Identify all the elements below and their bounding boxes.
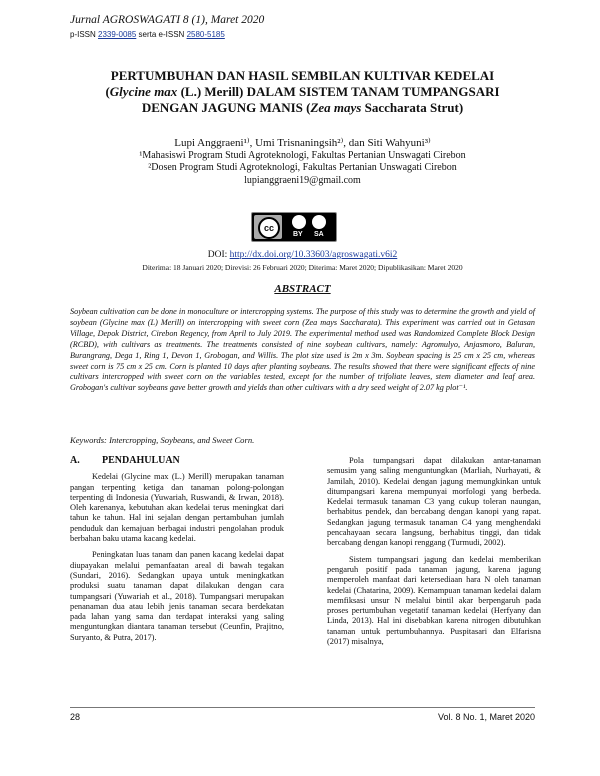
- author-email[interactable]: lupianggraeni19@gmail.com: [244, 174, 361, 186]
- page-number: 28: [70, 712, 81, 722]
- journal-header: Jurnal AGROSWAGATI 8 (1), Maret 2020: [70, 14, 265, 26]
- section-title: PENDAHULUAN: [102, 455, 180, 466]
- affiliation-1: ¹Mahasiswi Program Studi Agroteknologi, Fakultas Pertanian Unswagati Cirebon: [139, 149, 466, 161]
- title-species-1: Glycine max: [109, 84, 178, 99]
- section-heading: [70, 456, 284, 466]
- footer-divider: [70, 707, 535, 708]
- section-number: A.: [70, 455, 80, 466]
- abstract-text: Soybean cultivation can be done in monoculture or intercropping systems. The purpose of this study was to determine the growth and yield of soybean (Glycine max (L) Merill) on intercropping with sweet corn (Zea mays Saccharata). This experiment was carried out in Getasan Village, Depok District, Cirebon Regency, from April to July 2019. The experimental method used was Randomized Complete Block Design (RCBD), with cultivars as treatments. The treatments consisted of nine soybean cultivars, namely: Agromulyo, Anjasmoro, Baluran, Burangrang, Dega 1, Ring 1, Devon 1, Grobogan, and Willis. The plot size used is 2m x 3m. Soybean spacing is 25 cm x 25 cm, whereas sweet corn is 75 cm x 25 cm. Corn is planted 10 days after planting soybeans. The results showed that there were significant effects of nine cultivars intercropped with sweet corn on the variables tested, except for the number of trifoliate leaves, stem diameter and leaf area. Grobogan's cultivar soybeans gave better growth and yields than other cultivars with a dry seed weight of 2.07 kg plot⁻¹.: [70, 307, 535, 393]
- left-paragraph-2: Peningkatan luas tanam dan panen kacang kedelai dapat diupayakan melalui pemanfaatan areal di bawah tegakan (Sundari, 2016). Sedangkan upaya untuk meningkatkan produksi suatu tanaman dapat dilakukan dengan cara tumpangsari (Yuwariah et al., 2018). Tumpangsari merupakan penanaman dua atau lebih jenis tanaman secara berdekatan pada lahan yang sama dan terdapat interaksi yang saling menguntungkan diantara tanaman tersebut (Ceunfin, Prajitno, Suryanto, & Putra, 2017).: [70, 550, 284, 642]
- cc-logo-panel: [254, 215, 282, 239]
- issn-prefix: p-ISSN: [70, 30, 96, 39]
- left-paragraph-1: Kedelai (Glycine max (L.) Merill) merupakan tanaman pangan terpenting ketiga dan tanaman polong-polongan terpenting di Indonesia (Yuwariah, Ruswandi, & Irwan, 2018). Oleh karenanya, kebutuhan akan kedelai terus meningkat dari tahun ke tahun. Hal ini sejalan dengan pertambuhan jumlah penduduk dan kemajuan berbagai industri pengolahan produk berbahan baku utama kacang kedelai.: [70, 472, 284, 544]
- abstract-heading: ABSTRACT: [274, 283, 331, 295]
- author-names: Lupi Anggraeni¹⁾, Umi Trisnaningsih²⁾, dan Siti Wahyuni³⁾: [174, 137, 431, 149]
- eissn-link[interactable]: 2580-5185: [186, 30, 225, 39]
- title-line-3: [75, 100, 530, 116]
- title-line-3-plain: DENGAN JAGUNG MANIS (: [141, 100, 311, 115]
- affiliation-2: ²Dosen Program Studi Agroteknologi, Fakultas Pertanian Unswagati Cirebon: [148, 162, 457, 173]
- title-line-3-rest: Saccharata Strut): [361, 100, 464, 115]
- cc-by-sa-license-badge[interactable]: [251, 212, 337, 242]
- right-paragraph-2: Sistem tumpangsari jagung dan kedelai memberikan pengaruh positif pada tanaman jagung, karena jagung memperoleh manfaat dari ketersediaan hara N oleh tanaman kedelai (Chatarina, 2009). Kemampuan tanaman kedelai dalam memfiksasi unsur N melalui bintil akar berpengaruh pada proses pertumbuhan vegetatif tanaman kedelai (Herfyany dan Linda, 2013). Hal ini disebabkan karena nitrogen dibutuhkan tanaman untuk pertumbuhannya. Puspitasari dan Elfarisna (2017) misalnya,: [327, 554, 541, 647]
- issn-line: [70, 30, 225, 39]
- title-paren: (: [105, 84, 110, 99]
- title-species-2: Zea mays: [310, 100, 362, 115]
- pissn-link[interactable]: 2339-0085: [98, 30, 137, 39]
- title-line-2-rest: (L.) Merill) DALAM SISTEM TANAM TUMPANGSARI: [177, 84, 500, 99]
- volume-info: Vol. 8 No. 1, Maret 2020: [437, 712, 535, 722]
- share-alike-icon: [312, 215, 326, 229]
- right-paragraph-1: Pola tumpangsari dapat dilakukan antar-tanaman semusim yang saling menguntungkan (Marliah, Nurhayati, & Jamilah, 2010). Kedelai dengan jagung memungkinkan untuk ditumpangsari karena mempunyai morfologi yang berbeda. Kedelai termasuk tanaman C3 yang cukup toleran naungan, berhabitus pendek, dan bercabang dengan kanopi yang rapat. Sedangkan jagung termasuk tanaman C4 yang menghendaki pencahayaan secara langsung, berhabitus tinggi, dan tidak bercabang dengan kanopi renggang (Turmudi, 2002).: [327, 456, 541, 548]
- attribution-icon: [292, 215, 306, 229]
- sa-label: SA: [314, 231, 324, 238]
- author-block: [70, 137, 535, 187]
- paper-title: [75, 68, 530, 116]
- issn-mid: serta e-ISSN: [138, 30, 185, 39]
- doi-label: DOI:: [207, 250, 228, 260]
- keywords: Keywords: Intercropping, Soybeans, and Sweet Corn.: [70, 435, 255, 445]
- submission-dates: Diterima: 18 Januari 2020; Direvisi: 26 Februari 2020; Diterima: Maret 2020; Dipublikasikan: Maret 2020: [142, 263, 463, 272]
- cc-logo-icon: cc: [258, 217, 280, 239]
- doi-link[interactable]: http://dx.doi.org/10.33603/agroswagati.v6i2: [229, 250, 398, 260]
- doi-line: [70, 250, 535, 260]
- by-label: BY: [293, 231, 303, 238]
- title-line-1: PERTUMBUHAN DAN HASIL SEMBILAN KULTIVAR KEDELAI: [110, 68, 495, 83]
- title-line-2: [75, 84, 530, 100]
- right-column: [327, 456, 541, 653]
- left-column: [70, 456, 284, 649]
